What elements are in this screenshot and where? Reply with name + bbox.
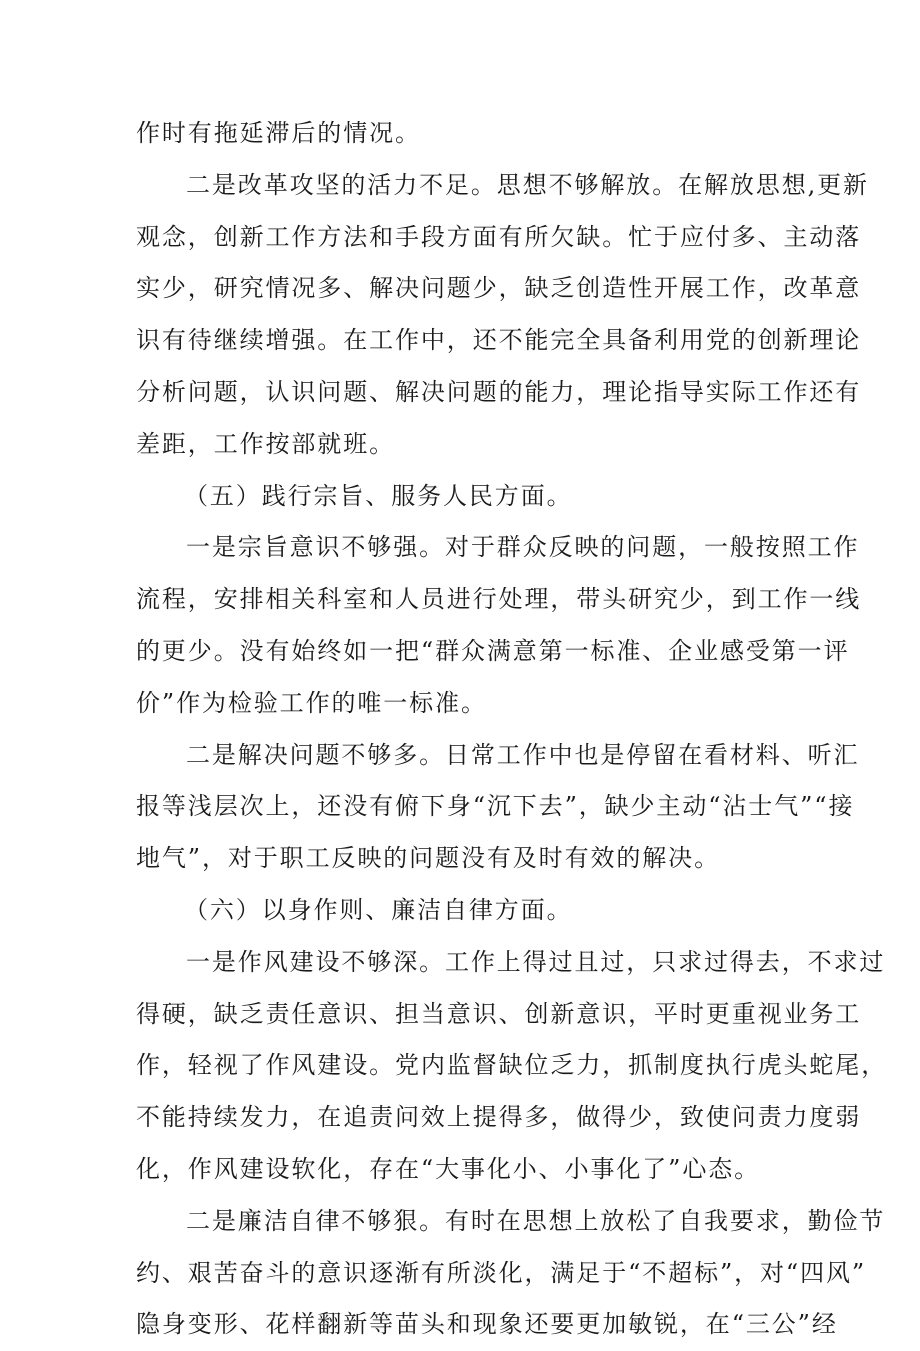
paragraph-line: 二是廉洁自律不够狠。有时在思想上放松了自我要求，勤俭节 — [186, 1206, 886, 1235]
section-heading: （五）践行宗旨、服务人民方面。 — [184, 481, 573, 510]
paragraph-line: 报等浅层次上，还没有俯下身“沉下去”，缺少主动“沾士气”“接 — [136, 792, 855, 821]
paragraph-line: 化，作风建设软化，存在“大事化小、小事化了”心态。 — [136, 1154, 761, 1183]
paragraph-line: 得硬，缺乏责任意识、担当意识、创新意识，平时更重视业务工 — [136, 999, 862, 1028]
paragraph-line: 二是改革攻坚的活力不足。思想不够解放。在解放思想,更新 — [186, 170, 869, 199]
paragraph-line: 一是作风建设不够深。工作上得过且过，只求过得去，不求过 — [186, 947, 886, 976]
section-heading: （六）以身作则、廉洁自律方面。 — [184, 895, 573, 924]
paragraph-line: 分析问题，认识问题、解决问题的能力，理论指导实际工作还有 — [136, 377, 862, 406]
paragraph-line: 识有待继续增强。在工作中，还不能完全具备利用党的创新理论 — [136, 326, 862, 355]
paragraph-line: 二是解决问题不够多。日常工作中也是停留在看材料、听汇 — [186, 740, 860, 769]
paragraph-line: 差距，工作按部就班。 — [136, 429, 395, 458]
paragraph-line: 观念，创新工作方法和手段方面有所欠缺。忙于应付多、主动落 — [136, 222, 862, 251]
paragraph-line: 约、艰苦奋斗的意识逐渐有所淡化，满足于“不超标”，对“四风” — [136, 1258, 867, 1287]
document-body — [136, 108, 888, 1351]
paragraph-line: 作时有拖延滞后的情况。 — [136, 119, 421, 147]
paragraph-line: 一是宗旨意识不够强。对于群众反映的问题，一般按照工作 — [186, 533, 860, 562]
paragraph-line: 的更少。没有始终如一把“群众满意第一标准、企业感受第一评 — [136, 636, 850, 665]
paragraph-line: 隐身变形、花样翻新等苗头和现象还要更加敏锐，在“三公”经 — [136, 1310, 838, 1339]
paragraph-line: 价”作为检验工作的唯一标准。 — [136, 688, 487, 717]
paragraph-line: 实少，研究情况多、解决问题少，缺乏创造性开展工作，改革意 — [136, 274, 862, 303]
paragraph-line: 作，轻视了作风建设。党内监督缺位乏力，抓制度执行虎头蛇尾， — [136, 1051, 888, 1080]
paragraph-line: 流程，安排相关科室和人员进行处理，带头研究少，到工作一线 — [136, 585, 862, 614]
paragraph-line: 地气”，对于职工反映的问题没有及时有效的解决。 — [136, 844, 720, 873]
paragraph-line: 不能持续发力，在追责问效上提得多，做得少，致使问责力度弱 — [136, 1103, 862, 1132]
